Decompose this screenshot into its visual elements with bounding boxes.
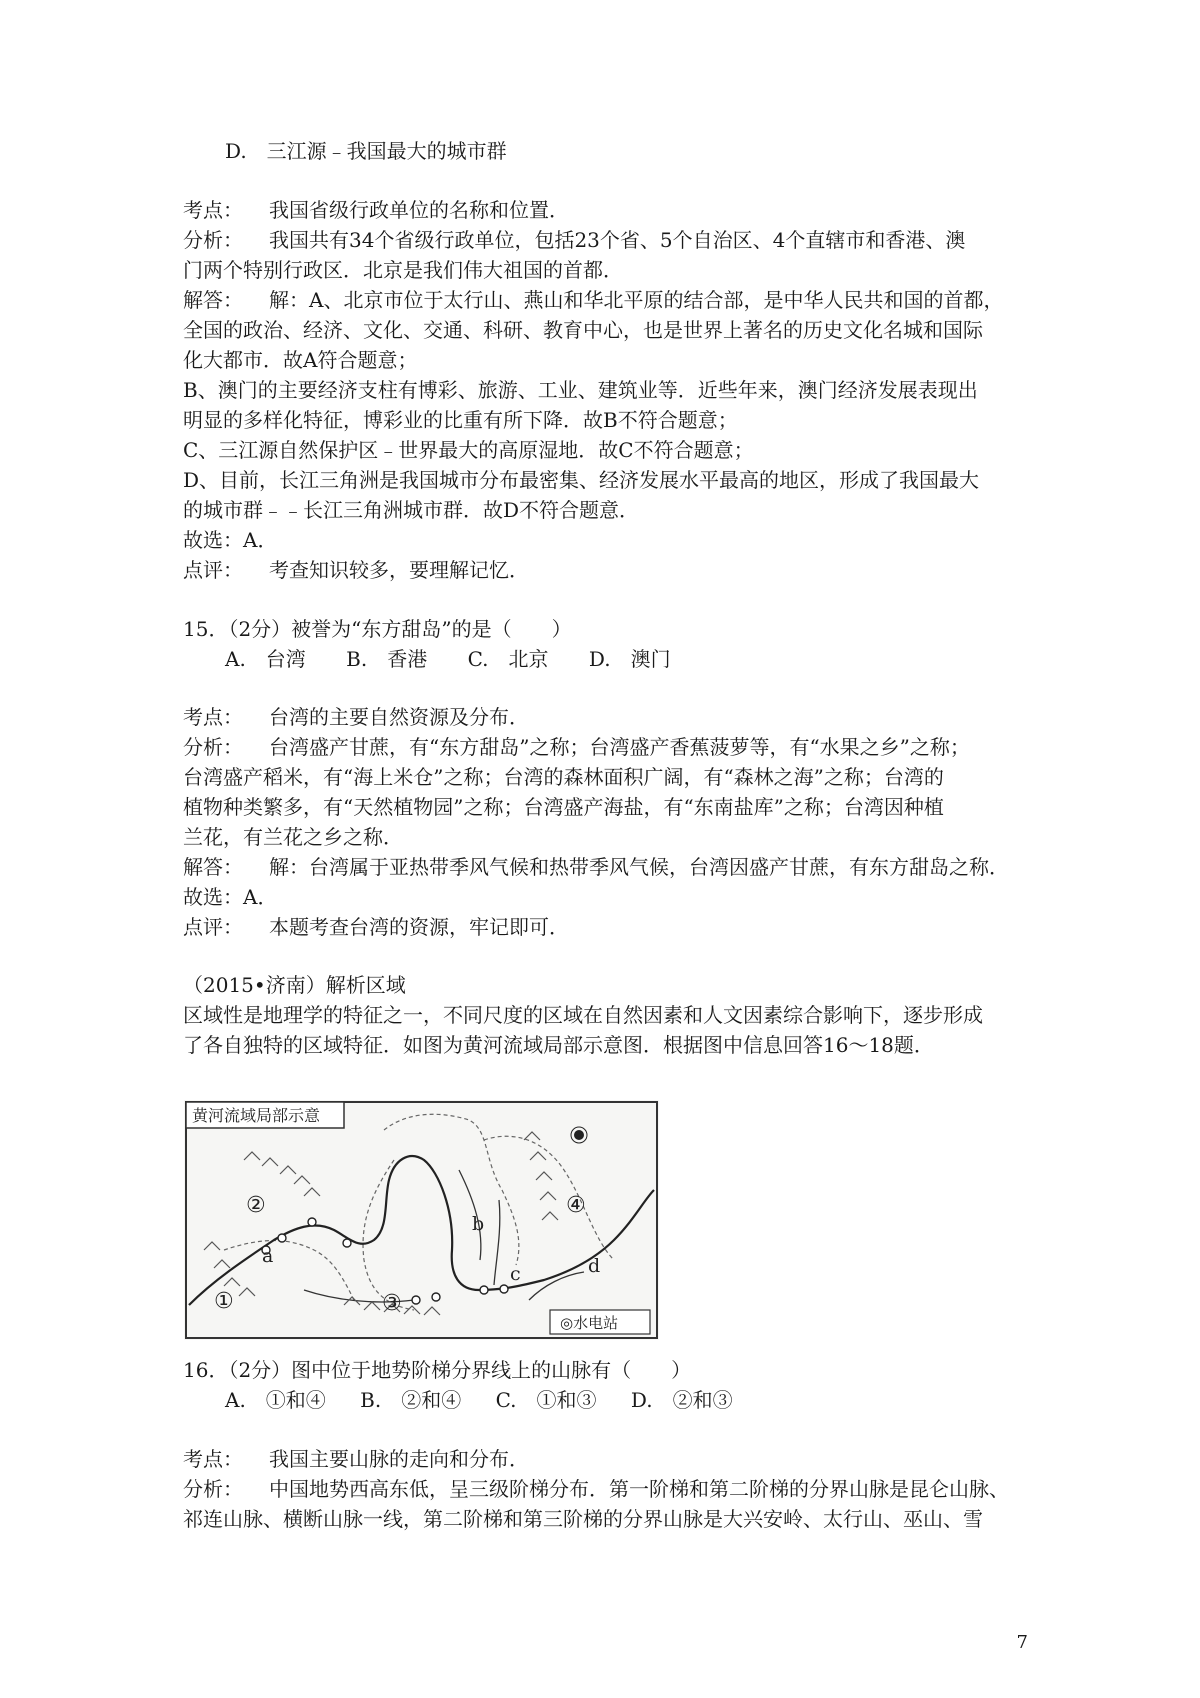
answer-label: 解答： bbox=[183, 288, 243, 312]
q16-analysis bbox=[183, 1472, 1009, 1506]
q14-comment bbox=[183, 553, 529, 587]
comment-label: 点评： bbox=[183, 558, 243, 582]
city-dot-icon bbox=[574, 1130, 584, 1140]
marker-2: ② bbox=[246, 1193, 266, 1218]
section-source: （2015•济南）解析区域 bbox=[183, 973, 406, 997]
label-d: d bbox=[588, 1255, 601, 1277]
comment-text: 考查知识较多，要理解记忆． bbox=[269, 558, 529, 582]
point-text: 台湾的主要自然资源及分布． bbox=[269, 705, 529, 729]
q14-choice: 故选：A． bbox=[183, 528, 278, 552]
label-b: b bbox=[472, 1213, 485, 1235]
point-label: 考点： bbox=[183, 198, 243, 222]
analysis-label: 分析： bbox=[183, 735, 243, 759]
q16-option-c: C. ①和③ bbox=[495, 1388, 597, 1412]
page-number: 7 bbox=[1016, 1632, 1028, 1653]
section-intro-line-2: 了各自独特的区域特征．如图为黄河流域局部示意图．根据图中信息回答16～18题． bbox=[183, 1033, 934, 1057]
q14-analysis-line-2: 门两个特别行政区．北京是我们伟大祖国的首都． bbox=[183, 258, 623, 282]
point-text: 我国省级行政单位的名称和位置． bbox=[269, 198, 569, 222]
point-label: 考点： bbox=[183, 1447, 243, 1471]
answer-label: 解答： bbox=[183, 855, 243, 879]
map-background bbox=[184, 1100, 659, 1340]
q15-stem: 15．（2分）被誉为“东方甜岛”的是（ ） bbox=[183, 617, 572, 641]
q14-analysis bbox=[183, 223, 965, 257]
point-label: 考点： bbox=[183, 705, 243, 729]
analysis-text: 我国共有34个省级行政单位，包括23个省、5个自治区、4个直辖市和香港、澳 bbox=[269, 228, 966, 252]
q14-answer-line-4: B、澳门的主要经济支柱有博彩、旅游、工业、建筑业等．近些年来，澳门经济发展表现出 bbox=[183, 378, 978, 402]
point-text: 我国主要山脉的走向和分布． bbox=[269, 1447, 529, 1471]
analysis-text: 台湾盛产甘蔗，有“东方甜岛”之称；台湾盛产香蕉菠萝等，有“水果之乡”之称； bbox=[269, 735, 970, 759]
q15-answer bbox=[183, 850, 1009, 884]
label-c: c bbox=[510, 1263, 521, 1285]
q15-choice: 故选：A． bbox=[183, 885, 278, 909]
comment-text: 本题考查台湾的资源，牢记即可． bbox=[269, 915, 569, 939]
marker-3: ③ bbox=[382, 1291, 402, 1316]
marker-1: ① bbox=[214, 1289, 234, 1314]
q15-comment bbox=[183, 910, 569, 944]
q14-answer-line-6: C、三江源自然保护区﹣世界最大的高原湿地．故C不符合题意； bbox=[183, 438, 754, 462]
q16-options bbox=[225, 1383, 761, 1417]
q14-option-d: D. 三江源﹣我国最大的城市群 bbox=[225, 139, 507, 163]
q15-option-c: C. 北京 bbox=[467, 647, 549, 671]
analysis-text: 中国地势西高东低，呈三级阶梯分布．第一阶梯和第二阶梯的分界山脉是昆仑山脉、 bbox=[269, 1477, 1009, 1501]
q14-answer-line-5: 明显的多样化特征，博彩业的比重有所下降．故B不符合题意； bbox=[183, 408, 738, 432]
q15-analysis bbox=[183, 730, 970, 764]
marker-4: ④ bbox=[566, 1193, 586, 1218]
q14-answer-line-2: 全国的政治、经济、文化、交通、科研、教育中心，也是世界上著名的历史文化名城和国际 bbox=[183, 318, 983, 342]
map-legend: ◎水电站 bbox=[560, 1314, 619, 1332]
q16-option-a: A. ①和④ bbox=[225, 1388, 326, 1412]
q14-answer-line-7: D、目前，长江三角洲是我国城市分布最密集、经济发展水平最高的地区，形成了我国最大 bbox=[183, 468, 980, 492]
q14-answer bbox=[183, 283, 1003, 317]
q15-option-b: B. 香港 bbox=[346, 647, 428, 671]
q16-stem: 16．（2分）图中位于地势阶梯分界线上的山脉有（ ） bbox=[183, 1358, 692, 1382]
q16-option-b: B. ②和④ bbox=[360, 1388, 462, 1412]
answer-text: 解：台湾属于亚热带季风气候和热带季风气候，台湾因盛产甘蔗，有东方甜岛之称． bbox=[269, 855, 1009, 879]
q15-analysis-line-3: 植物种类繁多，有“天然植物园”之称；台湾盛产海盐，有“东南盐库”之称；台湾因种植 bbox=[183, 795, 944, 819]
analysis-label: 分析： bbox=[183, 1477, 243, 1501]
section-intro-line-1: 区域性是地理学的特征之一，不同尺度的区域在自然因素和人文因素综合影响下，逐步形成 bbox=[183, 1003, 983, 1027]
analysis-label: 分析： bbox=[183, 228, 243, 252]
label-a: a bbox=[262, 1245, 274, 1267]
q16-option-d: D. ②和③ bbox=[630, 1388, 733, 1412]
q14-answer-line-3: 化大都市．故A符合题意； bbox=[183, 348, 418, 372]
q15-options bbox=[225, 642, 705, 676]
q16-analysis-line-2: 祁连山脉、横断山脉一线，第二阶梯和第三阶梯的分界山脉是大兴安岭、太行山、巫山、雪 bbox=[183, 1507, 983, 1531]
q15-point bbox=[183, 700, 529, 734]
map-title: 黄河流域局部示意 bbox=[192, 1106, 321, 1125]
q15-option-d: D. 澳门 bbox=[588, 647, 671, 671]
answer-text: 解：A、北京市位于太行山、燕山和华北平原的结合部，是中华人民共和国的首都， bbox=[269, 288, 1004, 312]
q14-point bbox=[183, 193, 569, 227]
q15-analysis-line-4: 兰花，有兰花之乡之称． bbox=[183, 825, 403, 849]
q15-option-a: A. 台湾 bbox=[225, 647, 306, 671]
comment-label: 点评： bbox=[183, 915, 243, 939]
q14-answer-line-8: 的城市群﹣﹣长江三角洲城市群．故D不符合题意． bbox=[183, 498, 640, 522]
yellow-river-map bbox=[184, 1100, 659, 1340]
q16-point bbox=[183, 1442, 529, 1476]
q15-analysis-line-2: 台湾盛产稻米，有“海上米仓”之称；台湾的森林面积广阔，有“森林之海”之称；台湾的 bbox=[183, 765, 944, 789]
